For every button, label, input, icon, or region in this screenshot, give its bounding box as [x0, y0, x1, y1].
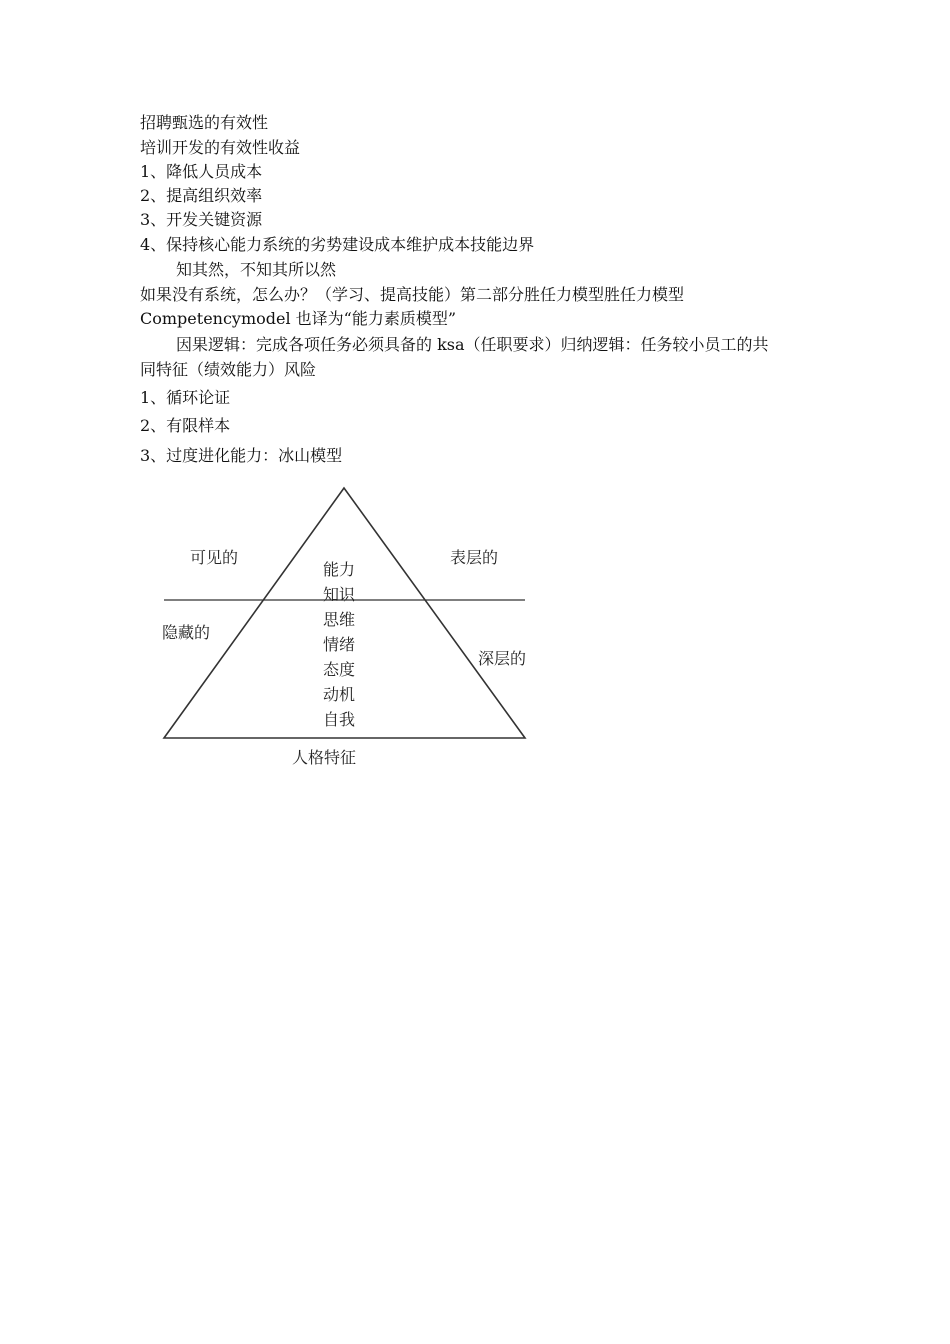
- text-line-5: 3、开发关键资源: [140, 210, 263, 229]
- deep-label: 深层的: [478, 649, 527, 668]
- text-line-12: 1、循环论证: [140, 388, 231, 407]
- layer-ability: 能力: [323, 560, 356, 579]
- text-line-3: 1、降低人员成本: [140, 162, 263, 181]
- layer-thinking: 思维: [323, 610, 356, 629]
- text-line-13: 2、有限样本: [140, 416, 231, 435]
- personality-traits-label: 人格特征: [292, 748, 357, 767]
- text-line-4: 2、提高组织效率: [140, 186, 263, 205]
- text-line-2: 培训开发的有效性收益: [140, 138, 301, 157]
- iceberg-diagram: [150, 478, 540, 778]
- layer-motivation: 动机: [323, 685, 356, 704]
- hidden-label: 隐藏的: [162, 623, 211, 642]
- text-line-8: 如果没有系统，怎么办？（学习、提高技能）第二部分胜任力模型胜任力模型: [140, 285, 685, 304]
- text-line-6: 4、保持核心能力系统的劣势建设成本维护成本技能边界: [140, 235, 535, 254]
- surface-label: 表层的: [450, 548, 499, 567]
- layer-knowledge: 知识: [323, 585, 356, 604]
- text-line-10: 因果逻辑：完成各项任务必须具备的 ksa（任职要求）归纳逻辑：任务较小员工的共: [176, 335, 769, 354]
- iceberg-diagram-svg: [150, 478, 540, 778]
- text-line-7: 知其然，不知其所以然: [176, 260, 337, 279]
- text-line-9: Competencymodel 也译为“能力素质模型”: [140, 309, 457, 328]
- visible-label: 可见的: [190, 548, 239, 567]
- text-line-14: 3、过度进化能力：冰山模型: [140, 446, 343, 465]
- text-line-11: 同特征（绩效能力）风险: [140, 360, 317, 379]
- layer-attitude: 态度: [323, 660, 356, 679]
- layer-self: 自我: [323, 710, 356, 729]
- text-line-1: 招聘甄选的有效性: [140, 113, 269, 132]
- layer-emotion: 情绪: [323, 635, 356, 654]
